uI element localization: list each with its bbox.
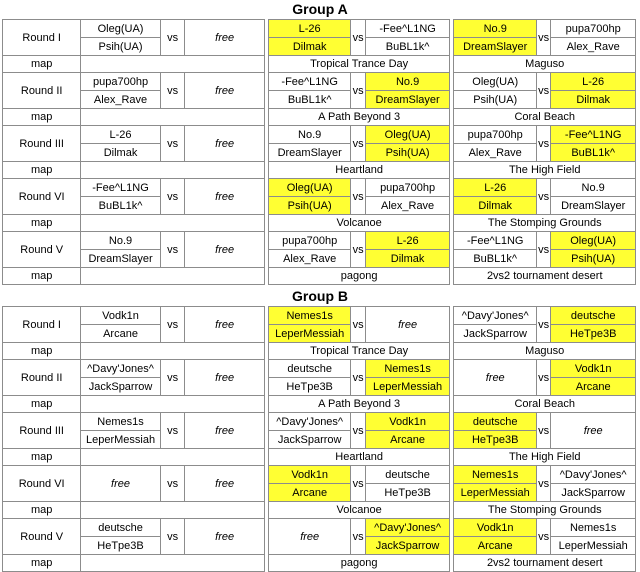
match-side-b-player-2: LeperMessiah — [365, 378, 450, 396]
round-label: Round III — [3, 126, 81, 162]
match-side-a-player-2: Psih(UA) — [454, 91, 536, 109]
map-empty — [81, 502, 264, 519]
vs-label: vs — [536, 232, 550, 268]
match-side-b-player-2: LeperMessiah — [551, 537, 636, 555]
match-side-b-player-1: No.9 — [365, 73, 450, 91]
vs-label: vs — [351, 126, 365, 162]
map-name: Maguso — [454, 343, 636, 360]
match-side-b-player-2: Alex_Rave — [551, 38, 636, 56]
map-name: The Stomping Grounds — [454, 215, 636, 232]
match-side-b-player-1: ^Davy'Jones^ — [551, 466, 636, 484]
map-name: The High Field — [454, 449, 636, 466]
map-empty — [81, 56, 264, 73]
match-side-a-player-2: HeTpe3B — [81, 537, 160, 555]
match-side-a-player-2: JackSparrow — [268, 431, 350, 449]
match-side-b-free: free — [185, 466, 264, 502]
vs-label: vs — [160, 232, 185, 268]
vs-label: vs — [351, 413, 365, 449]
match-side-a-player-2: LeperMessiah — [454, 484, 536, 502]
match-side-b-player-1: Oleg(UA) — [365, 126, 450, 144]
match-side-a-player-2: BuBL1k^ — [454, 250, 536, 268]
match-side-a-player-1: deutsche — [268, 360, 350, 378]
match-side-b-player-2: Arcane — [551, 378, 636, 396]
match-side-a-player-2: DreamSlayer — [454, 38, 536, 56]
vs-label: vs — [351, 232, 365, 268]
map-empty — [81, 162, 264, 179]
match-side-a-player-1: -Fee^L1NG — [268, 73, 350, 91]
match-side-a-player-1: Oleg(UA) — [81, 20, 160, 38]
vs-label: vs — [351, 179, 365, 215]
map-name: Coral Beach — [454, 396, 636, 413]
map-name: Tropical Trance Day — [268, 56, 449, 73]
map-label: map — [3, 555, 81, 572]
map-name: Maguso — [454, 56, 636, 73]
match-side-b-player-1: Nemes1s — [365, 360, 450, 378]
match-side-b-player-1: Vodk1n — [365, 413, 450, 431]
map-row — [3, 396, 636, 413]
match-side-b-player-2: BuBL1k^ — [365, 38, 450, 56]
vs-label: vs — [160, 307, 185, 343]
group-b-title: Group B — [292, 288, 348, 304]
group-a-title: Group A — [292, 1, 348, 17]
match-side-a-player-2: JackSparrow — [454, 325, 536, 343]
match-side-b-player-1: pupa700hp — [551, 20, 636, 38]
round-row — [3, 232, 636, 250]
match-side-a-player-2: LeperMessiah — [268, 325, 350, 343]
vs-label: vs — [351, 307, 365, 343]
round-label: Round VI — [3, 179, 81, 215]
map-name: The Stomping Grounds — [454, 502, 636, 519]
vs-label: vs — [160, 413, 185, 449]
match-side-b-free: free — [185, 413, 264, 449]
match-side-b-player-2: Alex_Rave — [365, 197, 450, 215]
map-name: 2vs2 tournament desert — [454, 268, 636, 285]
match-side-b-player-1: L-26 — [551, 73, 636, 91]
match-side-a-player-1: No.9 — [454, 20, 536, 38]
map-name: Coral Beach — [454, 109, 636, 126]
map-label: map — [3, 449, 81, 466]
match-side-b-free: free — [185, 307, 264, 343]
map-name: 2vs2 tournament desert — [454, 555, 636, 572]
match-side-a-player-1: Nemes1s — [454, 466, 536, 484]
vs-label: vs — [536, 360, 550, 396]
match-side-b-player-2: JackSparrow — [365, 537, 450, 555]
map-name: The High Field — [454, 162, 636, 179]
vs-label: vs — [536, 413, 550, 449]
round-label: Round VI — [3, 466, 81, 502]
vs-label: vs — [160, 73, 185, 109]
match-side-a-player-2: Arcane — [268, 484, 350, 502]
match-side-a-player-1: L-26 — [268, 20, 350, 38]
map-name: A Path Beyond 3 — [268, 109, 449, 126]
match-side-b-player-1: No.9 — [551, 179, 636, 197]
map-name: Heartland — [268, 449, 449, 466]
vs-label: vs — [160, 126, 185, 162]
round-row — [3, 466, 636, 484]
vs-label: vs — [536, 126, 550, 162]
match-side-b-free: free — [365, 307, 450, 343]
match-side-b-player-2: Psih(UA) — [551, 250, 636, 268]
match-side-a-free: free — [81, 466, 160, 502]
match-side-a-player-2: HeTpe3B — [454, 431, 536, 449]
match-side-b-player-1: deutsche — [365, 466, 450, 484]
match-side-a-player-2: DreamSlayer — [81, 250, 160, 268]
vs-label: vs — [536, 20, 550, 56]
match-side-b-player-1: L-26 — [365, 232, 450, 250]
match-side-a-free: free — [454, 360, 536, 396]
vs-label: vs — [536, 73, 550, 109]
match-side-a-player-1: Nemes1s — [81, 413, 160, 431]
match-side-a-player-2: JackSparrow — [81, 378, 160, 396]
round-label: Round II — [3, 73, 81, 109]
match-side-b-free: free — [185, 519, 264, 555]
round-label: Round V — [3, 232, 81, 268]
match-side-b-player-2: Psih(UA) — [365, 144, 450, 162]
vs-label: vs — [160, 466, 185, 502]
match-side-a-player-2: Arcane — [454, 537, 536, 555]
map-empty — [81, 215, 264, 232]
round-label: Round II — [3, 360, 81, 396]
match-side-a-player-1: -Fee^L1NG — [454, 232, 536, 250]
map-empty — [81, 396, 264, 413]
map-name: Heartland — [268, 162, 449, 179]
match-side-b-free: free — [185, 360, 264, 396]
match-side-b-player-2: HeTpe3B — [365, 484, 450, 502]
round-label: Round I — [3, 307, 81, 343]
match-side-a-player-2: LeperMessiah — [81, 431, 160, 449]
match-side-b-player-2: BuBL1k^ — [551, 144, 636, 162]
match-side-a-player-1: No.9 — [81, 232, 160, 250]
match-side-a-player-2: BuBL1k^ — [268, 91, 350, 109]
round-row — [3, 413, 636, 431]
match-side-a-player-2: Alex_Rave — [81, 91, 160, 109]
match-side-a-player-1: L-26 — [454, 179, 536, 197]
match-side-b-free: free — [185, 126, 264, 162]
map-name: Volcanoe — [268, 502, 449, 519]
map-row — [3, 162, 636, 179]
map-row — [3, 343, 636, 360]
map-name: pagong — [268, 268, 449, 285]
vs-label: vs — [160, 179, 185, 215]
match-side-b-player-2: HeTpe3B — [551, 325, 636, 343]
match-side-b-player-2: Arcane — [365, 431, 450, 449]
map-label: map — [3, 109, 81, 126]
vs-label: vs — [160, 20, 185, 56]
vs-label: vs — [351, 73, 365, 109]
round-row — [3, 73, 636, 91]
match-side-a-player-2: Alex_Rave — [454, 144, 536, 162]
map-empty — [81, 268, 264, 285]
vs-label: vs — [351, 360, 365, 396]
map-label: map — [3, 396, 81, 413]
map-row — [3, 502, 636, 519]
match-side-a-player-1: pupa700hp — [454, 126, 536, 144]
map-row — [3, 268, 636, 285]
match-side-b-free: free — [551, 413, 636, 449]
map-label: map — [3, 162, 81, 179]
match-side-a-player-1: deutsche — [81, 519, 160, 537]
match-side-a-player-2: Dilmak — [268, 38, 350, 56]
match-side-a-player-2: HeTpe3B — [268, 378, 350, 396]
group-a-table — [2, 19, 636, 285]
match-side-b-player-1: ^Davy'Jones^ — [365, 519, 450, 537]
vs-label: vs — [536, 307, 550, 343]
map-name: pagong — [268, 555, 449, 572]
vs-label: vs — [536, 179, 550, 215]
match-side-b-free: free — [185, 232, 264, 268]
match-side-a-player-2: DreamSlayer — [268, 144, 350, 162]
match-side-b-player-1: deutsche — [551, 307, 636, 325]
round-label: Round V — [3, 519, 81, 555]
map-empty — [81, 343, 264, 360]
map-empty — [81, 449, 264, 466]
vs-label: vs — [351, 20, 365, 56]
match-side-b-player-1: -Fee^L1NG — [365, 20, 450, 38]
match-side-b-player-1: Oleg(UA) — [551, 232, 636, 250]
match-side-b-player-2: Dilmak — [365, 250, 450, 268]
match-side-a-player-1: No.9 — [268, 126, 350, 144]
map-row — [3, 56, 636, 73]
match-side-a-player-1: ^Davy'Jones^ — [268, 413, 350, 431]
round-row — [3, 20, 636, 38]
match-side-b-player-1: Nemes1s — [551, 519, 636, 537]
match-side-a-player-2: Alex_Rave — [268, 250, 350, 268]
match-side-b-free: free — [185, 20, 264, 56]
round-label: Round III — [3, 413, 81, 449]
map-label: map — [3, 56, 81, 73]
group-b-table — [2, 306, 636, 572]
map-label: map — [3, 343, 81, 360]
map-name: Tropical Trance Day — [268, 343, 449, 360]
match-side-a-player-2: BuBL1k^ — [81, 197, 160, 215]
match-side-a-player-2: Psih(UA) — [268, 197, 350, 215]
map-row — [3, 449, 636, 466]
match-side-b-player-2: Dilmak — [551, 91, 636, 109]
match-side-b-player-2: DreamSlayer — [551, 197, 636, 215]
round-label: Round I — [3, 20, 81, 56]
map-label: map — [3, 268, 81, 285]
match-side-a-player-1: Oleg(UA) — [454, 73, 536, 91]
vs-label: vs — [536, 519, 550, 555]
match-side-a-player-1: Vodk1n — [454, 519, 536, 537]
round-row — [3, 179, 636, 197]
vs-label: vs — [351, 519, 365, 555]
match-side-b-player-1: Vodk1n — [551, 360, 636, 378]
match-side-a-player-1: Oleg(UA) — [268, 179, 350, 197]
match-side-a-player-1: Nemes1s — [268, 307, 350, 325]
match-side-b-player-2: JackSparrow — [551, 484, 636, 502]
match-side-a-player-2: Dilmak — [454, 197, 536, 215]
match-side-b-player-1: pupa700hp — [365, 179, 450, 197]
match-side-a-player-2: Dilmak — [81, 144, 160, 162]
match-side-a-player-1: ^Davy'Jones^ — [81, 360, 160, 378]
map-empty — [81, 109, 264, 126]
match-side-a-player-1: Vodk1n — [81, 307, 160, 325]
map-empty — [81, 555, 264, 572]
match-side-b-free: free — [185, 73, 264, 109]
match-side-b-player-1: -Fee^L1NG — [551, 126, 636, 144]
round-row — [3, 360, 636, 378]
round-row — [3, 307, 636, 325]
map-row — [3, 109, 636, 126]
match-side-a-player-1: -Fee^L1NG — [81, 179, 160, 197]
map-name: Volcanoe — [268, 215, 449, 232]
round-row — [3, 519, 636, 537]
match-side-a-player-1: pupa700hp — [268, 232, 350, 250]
match-side-a-player-1: pupa700hp — [81, 73, 160, 91]
round-row — [3, 126, 636, 144]
vs-label: vs — [536, 466, 550, 502]
match-side-a-player-1: ^Davy'Jones^ — [454, 307, 536, 325]
map-row — [3, 215, 636, 232]
match-side-a-player-1: deutsche — [454, 413, 536, 431]
map-name: A Path Beyond 3 — [268, 396, 449, 413]
match-side-b-free: free — [185, 179, 264, 215]
map-label: map — [3, 502, 81, 519]
match-side-b-player-2: DreamSlayer — [365, 91, 450, 109]
match-side-a-player-2: Arcane — [81, 325, 160, 343]
match-side-a-free: free — [268, 519, 350, 555]
vs-label: vs — [351, 466, 365, 502]
vs-label: vs — [160, 360, 185, 396]
match-side-a-player-2: Psih(UA) — [81, 38, 160, 56]
match-side-a-player-1: Vodk1n — [268, 466, 350, 484]
match-side-a-player-1: L-26 — [81, 126, 160, 144]
map-row — [3, 555, 636, 572]
map-label: map — [3, 215, 81, 232]
vs-label: vs — [160, 519, 185, 555]
